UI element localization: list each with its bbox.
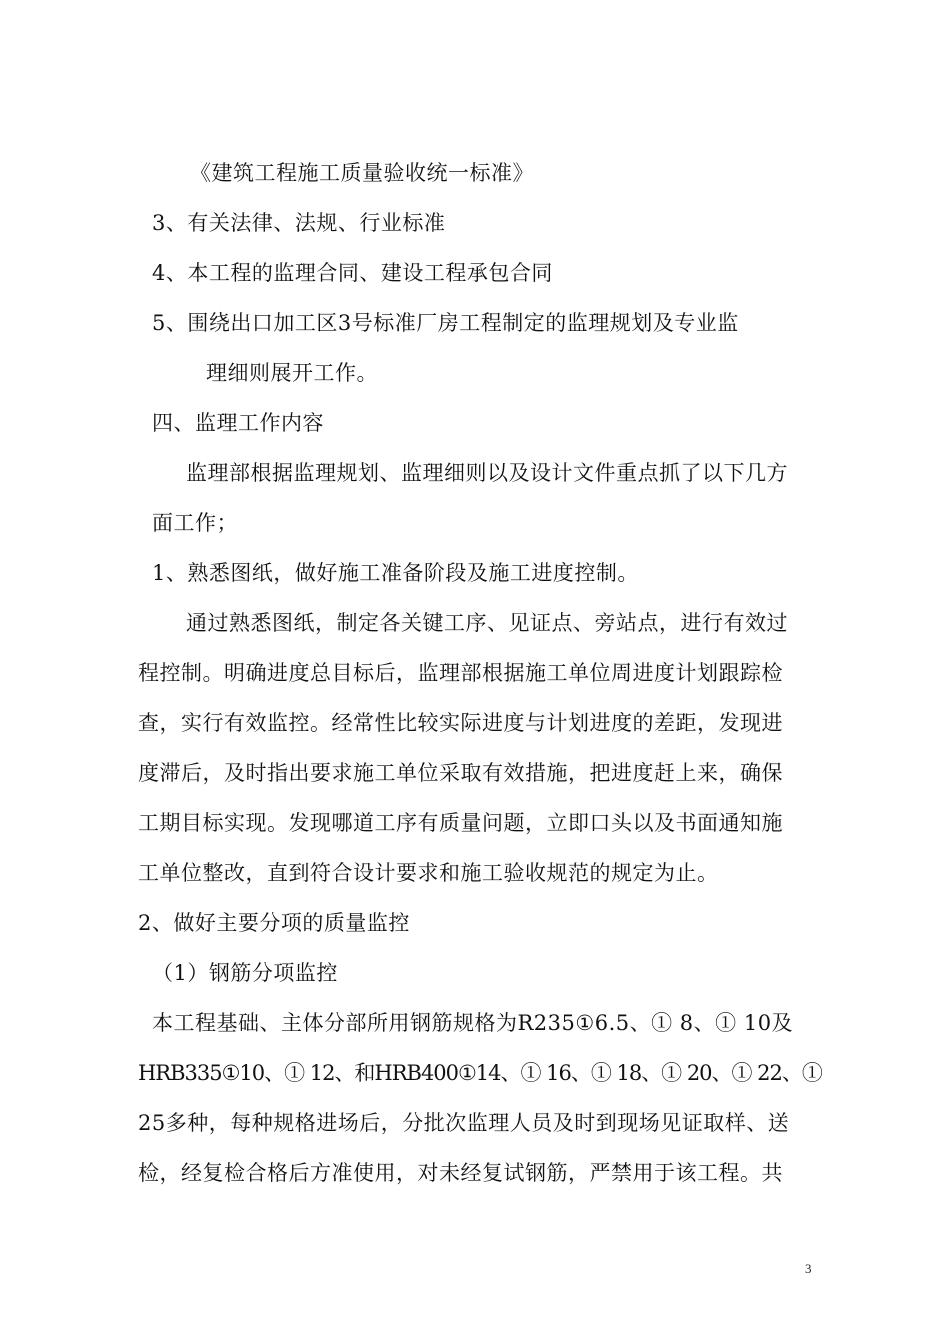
paragraph-line: 监理部根据监理规划、监理细则以及设计文件重点抓了以下几方 xyxy=(186,461,788,485)
paragraph-line: HRB335①10、① 12、和HRB400①14、① 16、① 18、① 20、① 22、① xyxy=(138,1061,822,1085)
paragraph-line: 查，实行有效监控。经常性比较实际进度与计划进度的差距，发现进 xyxy=(138,711,783,735)
text-line-standard-title: 《建筑工程施工质量验收统一标准》 xyxy=(190,161,534,185)
paragraph-line: 工期目标实现。发现哪道工序有质量问题，立即口头以及书面通知施 xyxy=(138,811,783,835)
paragraph-line: 通过熟悉图纸，制定各关键工序、见证点、旁站点，进行有效过 xyxy=(186,611,788,635)
text-line-item-5-cont: 理细则展开工作。 xyxy=(206,361,378,385)
subheading-2: 2、做好主要分项的质量监控 xyxy=(138,911,410,935)
subheading-2-1: （1）钢筋分项监控 xyxy=(152,961,338,985)
page-number: 3 xyxy=(805,1261,812,1276)
text-line-item-5: 5、围绕出口加工区3号标准厂房工程制定的监理规划及专业监 xyxy=(152,311,739,335)
paragraph-line: 检，经复检合格后方准使用，对未经复试钢筋，严禁用于该工程。共 xyxy=(138,1161,783,1185)
subheading-1: 1、熟悉图纸，做好施工准备阶段及施工进度控制。 xyxy=(152,561,639,585)
paragraph-line: 本工程基础、主体分部所用钢筋规格为R235①6.5、① 8、① 10及 xyxy=(152,1011,794,1035)
paragraph-line: 工单位整改，直到符合设计要求和施工验收规范的规定为止。 xyxy=(138,861,719,885)
section-heading-4: 四、监理工作内容 xyxy=(152,411,324,435)
paragraph-line: 面工作； xyxy=(152,511,238,535)
paragraph-line: 程控制。明确进度总目标后，监理部根据施工单位周进度计划跟踪检 xyxy=(138,661,783,685)
text-line-item-3: 3、有关法律、法规、行业标准 xyxy=(152,211,446,235)
text-line-item-4: 4、本工程的监理合同、建设工程承包合同 xyxy=(152,261,553,285)
paragraph-line: 度滞后，及时指出要求施工单位采取有效措施，把进度赶上来，确保 xyxy=(138,761,783,785)
paragraph-line: 25多种，每种规格进场后，分批次监理人员及时到现场见证取样、送 xyxy=(138,1111,790,1135)
